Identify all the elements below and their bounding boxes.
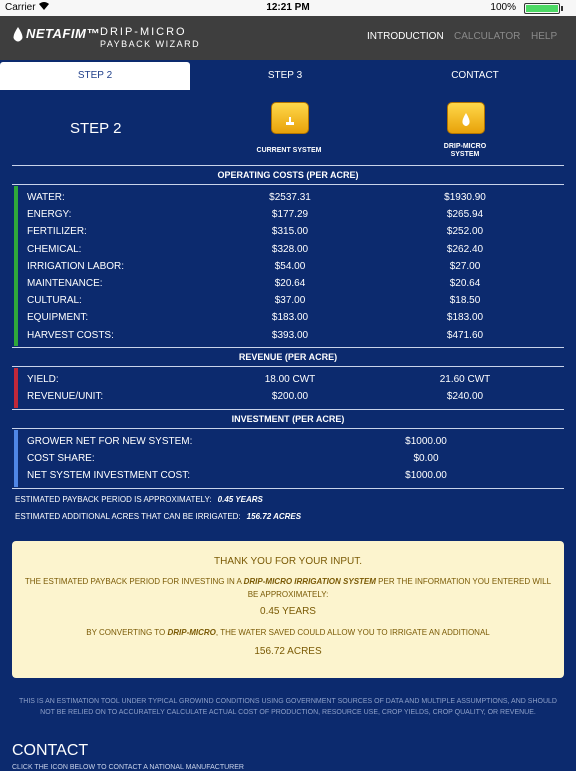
drip-micro-value: $27.00 — [449, 260, 481, 272]
status-bar — [0, 0, 576, 16]
investment-row-label: NET SYSTEM INVESTMENT COST: — [27, 470, 190, 482]
payback-value: 0.45 YEARS — [217, 495, 263, 504]
drip-micro-value: $240.00 — [446, 391, 484, 403]
drip-micro-value: $20.64 — [449, 278, 481, 289]
water-saved-sentence — [12, 628, 564, 637]
current-system-value: $20.64 — [274, 278, 306, 289]
operating-row-label: HARVEST COSTS: — [27, 329, 114, 341]
divider — [12, 165, 564, 166]
page-title: STEP 2 — [70, 120, 122, 137]
revenue-row-label: REVENUE/UNIT: — [27, 391, 104, 403]
current-system-value: $315.00 — [271, 226, 309, 238]
current-system-label: CURRENT SYSTEM — [256, 147, 322, 154]
operating-row-label: WATER: — [27, 192, 65, 203]
current-system-value: $2537.31 — [269, 192, 311, 203]
acres-value: 156.72 ACRES — [246, 512, 302, 521]
contact-subtext: CLICK THE ICON BELOW TO CONTACT A NATIONAL MANUFACTURER — [12, 764, 244, 771]
water-sentence-part: , THE WATER SAVED COULD ALLOW YOU TO IRRIGATE AN ADDITIONAL — [215, 628, 490, 637]
drip-micro-emphasis: DRIP-MICRO — [167, 628, 216, 637]
drip-micro-system-emphasis: DRIP-MICRO IRRIGATION SYSTEM — [243, 577, 376, 586]
additional-acres: 156.72 ACRES — [254, 646, 322, 657]
revenue-heading: REVENUE (PER ACRE) — [238, 352, 338, 362]
investment-heading: INVESTMENT (PER ACRE) — [231, 414, 345, 424]
operating-row-label: EQUIPMENT: — [27, 312, 89, 324]
current-system-value: $393.00 — [271, 329, 309, 341]
payback-sentence-part: PER THE INFORMATION YOU ENTERED WILL BE APPROXIMATELY: — [247, 577, 552, 599]
payback-sentence — [22, 575, 554, 601]
revenue-color-bar — [14, 368, 18, 408]
current-system-value: $328.00 — [271, 243, 309, 255]
payback-sentence-part: THE ESTIMATED PAYBACK PERIOD FOR INVESTING IN A — [24, 577, 244, 586]
current-system-value: $37.00 — [274, 295, 306, 307]
drip-micro-value: $471.60 — [446, 329, 484, 341]
operating-row-label: CULTURAL: — [27, 295, 82, 307]
investment-value: $1000.00 — [405, 470, 447, 482]
revenue-row-label: YIELD: — [27, 374, 59, 385]
payback-label: ESTIMATED PAYBACK PERIOD IS APPROXIMATELY: — [15, 495, 212, 504]
divider — [12, 347, 564, 348]
drip-micro-value: $18.50 — [449, 295, 481, 307]
clock: 12:21 PM — [266, 2, 310, 13]
battery-percent: 100% — [490, 2, 516, 13]
drip-micro-value: $265.94 — [446, 209, 484, 221]
water-sentence-part: BY CONVERTING TO — [86, 628, 168, 637]
drip-micro-value: $183.00 — [446, 312, 484, 324]
thanks-title: THANK YOU FOR YOUR INPUT. — [214, 556, 362, 567]
brand-logo: NETAFIM™ — [26, 26, 100, 41]
current-system-value: 18.00 CWT — [264, 374, 316, 385]
drip-label-line1: DRIP-MICRO — [443, 143, 487, 150]
tab-bar — [0, 62, 576, 90]
drip-micro-system-icon[interactable] — [447, 102, 485, 134]
tab-contact[interactable]: CONTACT — [451, 70, 499, 81]
operating-color-bar — [14, 186, 18, 346]
current-system-value: $177.29 — [271, 209, 309, 221]
investment-value: $1000.00 — [405, 436, 447, 447]
acres-label: ESTIMATED ADDITIONAL ACRES THAT CAN BE IRRIGATED: — [15, 512, 241, 521]
investment-color-bar — [14, 430, 18, 487]
operating-row-label: MAINTENANCE: — [27, 278, 103, 289]
drip-micro-value: 21.60 CWT — [439, 374, 491, 385]
drip-micro-system-label — [430, 143, 500, 159]
nav-introduction[interactable]: INTRODUCTION — [367, 31, 444, 42]
divider — [12, 366, 564, 367]
contact-heading: CONTACT — [12, 742, 89, 759]
drip-label-line2: SYSTEM — [450, 151, 480, 158]
current-system-icon[interactable] — [271, 102, 309, 134]
app-subtitle: PAYBACK WIZARD — [100, 39, 201, 49]
nav-calculator[interactable]: CALCULATOR — [454, 31, 521, 42]
drip-micro-value: $252.00 — [446, 226, 484, 238]
current-system-value: $183.00 — [271, 312, 309, 324]
operating-row-label: CHEMICAL: — [27, 243, 82, 255]
results-panel — [12, 541, 564, 678]
divider — [12, 184, 564, 185]
current-system-value: $200.00 — [271, 391, 309, 403]
payback-years: 0.45 YEARS — [260, 606, 316, 617]
tab-step-3[interactable]: STEP 3 — [267, 70, 303, 81]
investment-row-label: GROWER NET FOR NEW SYSTEM: — [27, 436, 193, 447]
drip-micro-value: $262.40 — [446, 243, 484, 255]
current-system-value: $54.00 — [274, 260, 306, 272]
tab-step-2[interactable]: STEP 2 — [0, 62, 190, 90]
payback-estimate — [15, 495, 263, 504]
nav-help[interactable]: HELP — [531, 31, 558, 42]
acres-estimate — [15, 512, 301, 521]
investment-value: $0.00 — [413, 453, 439, 465]
divider — [12, 409, 564, 410]
operating-row-label: FERTILIZER: — [27, 226, 87, 238]
investment-row-label: COST SHARE: — [27, 453, 95, 465]
netafim-drop-icon — [12, 27, 24, 43]
battery-icon — [524, 3, 560, 14]
carrier-label: Carrier — [5, 2, 36, 13]
operating-row-label: ENERGY: — [27, 209, 72, 221]
disclaimer: THIS IS AN ESTIMATION TOOL UNDER TYPICAL GROWIND CONDITIONS USING GOVERNMENT SOURCES OF DATA AND MULTIPLE ASSUMPTIONS, AND SHOULD NOT BE RELIED ON TO ACCURATELY CALCULATE ACTUAL COST OF PRODUCTION, RESOURCE USE, CROP YIELDS, CROP QUALITY, OR REVENUE. — [19, 698, 557, 716]
drip-micro-value: $1930.90 — [444, 192, 486, 203]
app-name: DRIP-MICRO — [100, 26, 187, 38]
operating-costs-heading: OPERATING COSTS (PER ACRE) — [217, 170, 359, 180]
divider — [12, 488, 564, 489]
divider — [12, 428, 564, 429]
operating-row-label: IRRIGATION LABOR: — [27, 260, 125, 272]
